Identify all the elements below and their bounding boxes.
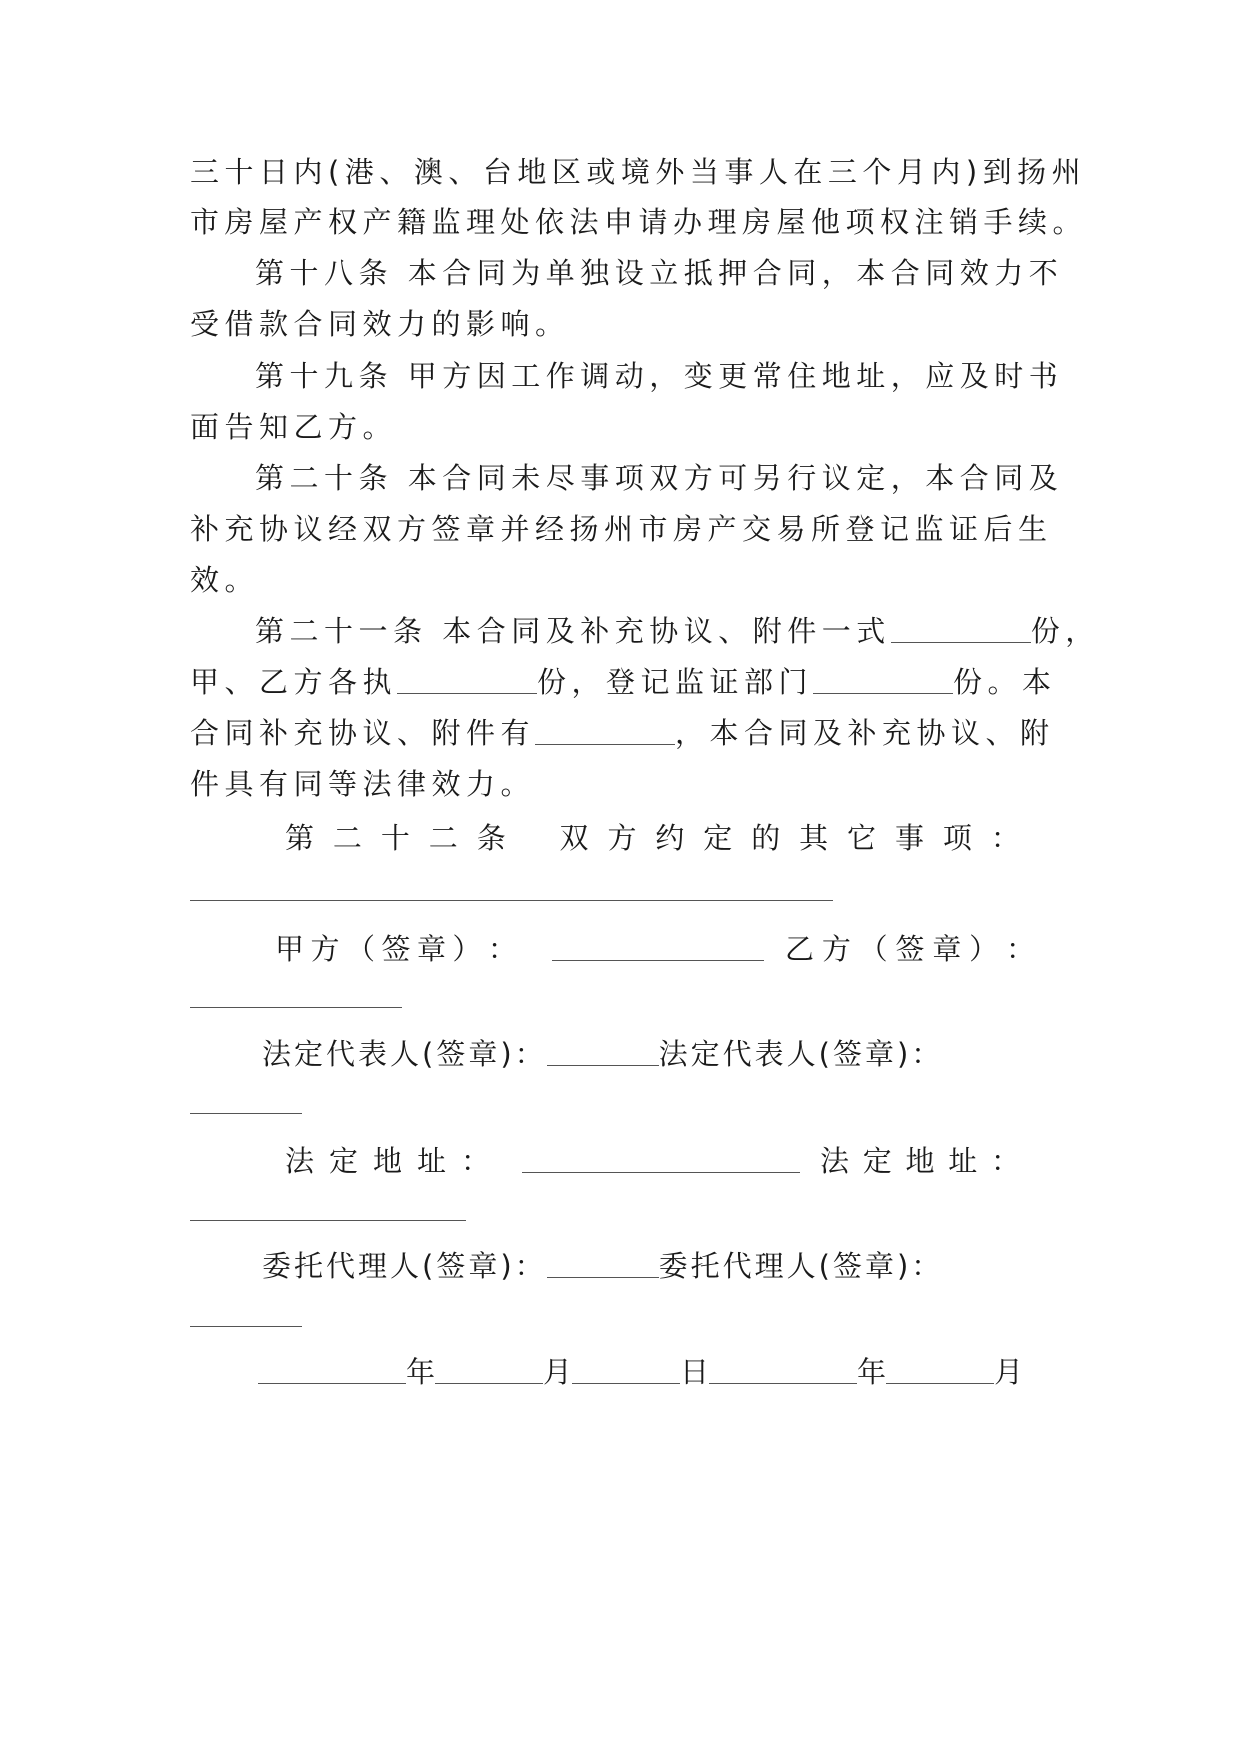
article-20-line-1: 第二十条 本合同未尽事项双方可另行议定，本合同及 xyxy=(255,461,1064,495)
legal-rep-line xyxy=(262,1034,1122,1074)
article-22-char: 事 xyxy=(894,821,924,855)
article-18-line-1: 第十八条 本合同为单独设立抵押合同，本合同效力不 xyxy=(255,256,1064,290)
party-a-address-blank[interactable] xyxy=(522,1141,800,1171)
party-a-day-blank[interactable] xyxy=(572,1352,680,1382)
party-a-rep-blank[interactable] xyxy=(547,1034,659,1064)
attachments-blank[interactable] xyxy=(535,713,675,743)
article-22-char: 十 xyxy=(380,821,410,855)
article-22-char: 条 xyxy=(476,821,506,855)
article-22-char: 其 xyxy=(799,821,829,855)
article-18-line-2: 受借款合同效力的影响。 xyxy=(190,307,570,341)
text-segment: 第二十一条 本合同及补充协议、附件一式 xyxy=(255,614,891,648)
address-label: 法 定 地 址 ： xyxy=(820,1144,1020,1178)
article-19-line-1: 第十九条 甲方因工作调动，变更常住地址，应及时书 xyxy=(255,359,1064,393)
article-21-line-2 xyxy=(190,662,1057,702)
spacer xyxy=(525,818,541,858)
article-21-line-1 xyxy=(255,611,1115,651)
copies-registry-blank[interactable] xyxy=(813,662,953,692)
party-a-agent-blank[interactable] xyxy=(547,1246,659,1276)
article-20-line-2: 补充协议经双方签章并经扬州市房产交易所登记监证后生 xyxy=(190,512,1053,546)
text-segment: 甲、乙方各执 xyxy=(190,665,398,699)
party-a-label: 甲 方 （ 签 章 ） ： xyxy=(275,932,517,966)
party-a-month-blank[interactable] xyxy=(435,1352,543,1382)
party-signature-line xyxy=(275,929,1035,969)
article-22-char: 它 xyxy=(847,821,877,855)
text-segment: ，本合同及补充协议、附 xyxy=(675,716,1055,750)
agent-label: 委托代理人(签章)： xyxy=(262,1249,547,1283)
text-segment: 份， xyxy=(1030,614,1100,648)
article-21-line-3 xyxy=(190,713,1055,753)
article-19-line-2: 面告知乙方。 xyxy=(190,410,398,444)
article-22-char: 项 xyxy=(942,821,972,855)
party-b-year-blank[interactable] xyxy=(709,1352,857,1382)
date-line xyxy=(258,1352,1118,1392)
article-22-char: 二 xyxy=(332,821,362,855)
article-22-char: 约 xyxy=(655,821,685,855)
text-segment: 份。本 xyxy=(953,665,1057,699)
article-22-char: 方 xyxy=(607,821,637,855)
year-label: 年 xyxy=(406,1355,436,1389)
party-b-month-blank[interactable] xyxy=(886,1352,994,1382)
agent-label: 委托代理人(签章)： xyxy=(658,1249,944,1283)
address-line xyxy=(285,1141,1020,1181)
agent-line xyxy=(262,1246,1122,1286)
article-22-char: 第 xyxy=(285,821,315,855)
legal-rep-label: 法定代表人(签章)： xyxy=(658,1037,944,1071)
article-22-char: 二 xyxy=(428,821,458,855)
article-21-line-4: 件具有同等法律效力。 xyxy=(190,767,536,801)
day-label: 日 xyxy=(680,1355,710,1389)
article-22-char: 的 xyxy=(751,821,781,855)
article-20-line-3: 效。 xyxy=(190,563,260,597)
party-b-label: 乙 方 （ 签 章 ） ： xyxy=(785,932,1035,966)
month-label: 月 xyxy=(543,1355,573,1389)
party-a-signature-blank[interactable] xyxy=(552,929,764,959)
other-matters-blank[interactable] xyxy=(190,900,833,901)
party-b-address-blank[interactable] xyxy=(190,1220,466,1221)
text-segment: 合同补充协议、附件有 xyxy=(190,716,536,750)
month-label: 月 xyxy=(994,1355,1024,1389)
copies-total-blank[interactable] xyxy=(891,611,1031,641)
text-line: 三十日内(港、澳、台地区或境外当事人在三个月内)到扬州 xyxy=(190,155,1087,189)
year-label: 年 xyxy=(857,1355,887,1389)
article-22-char: 定 xyxy=(703,821,733,855)
article-22-char: 双 xyxy=(559,821,589,855)
address-label: 法 定 地 址 ： xyxy=(285,1144,490,1178)
article-22-char: ： xyxy=(990,821,1020,855)
article-22-line xyxy=(285,818,1020,858)
legal-rep-label: 法定代表人(签章)： xyxy=(262,1037,547,1071)
party-a-year-blank[interactable] xyxy=(258,1352,406,1382)
party-b-signature-blank[interactable] xyxy=(190,1007,402,1008)
party-b-agent-blank[interactable] xyxy=(190,1326,302,1327)
copies-each-party-blank[interactable] xyxy=(397,662,537,692)
text-line: 市房屋产权产籍监理处依法申请办理房屋他项权注销手续。 xyxy=(190,205,1088,239)
party-b-rep-blank[interactable] xyxy=(190,1113,302,1114)
text-segment: 份，登记监证部门 xyxy=(537,665,814,699)
